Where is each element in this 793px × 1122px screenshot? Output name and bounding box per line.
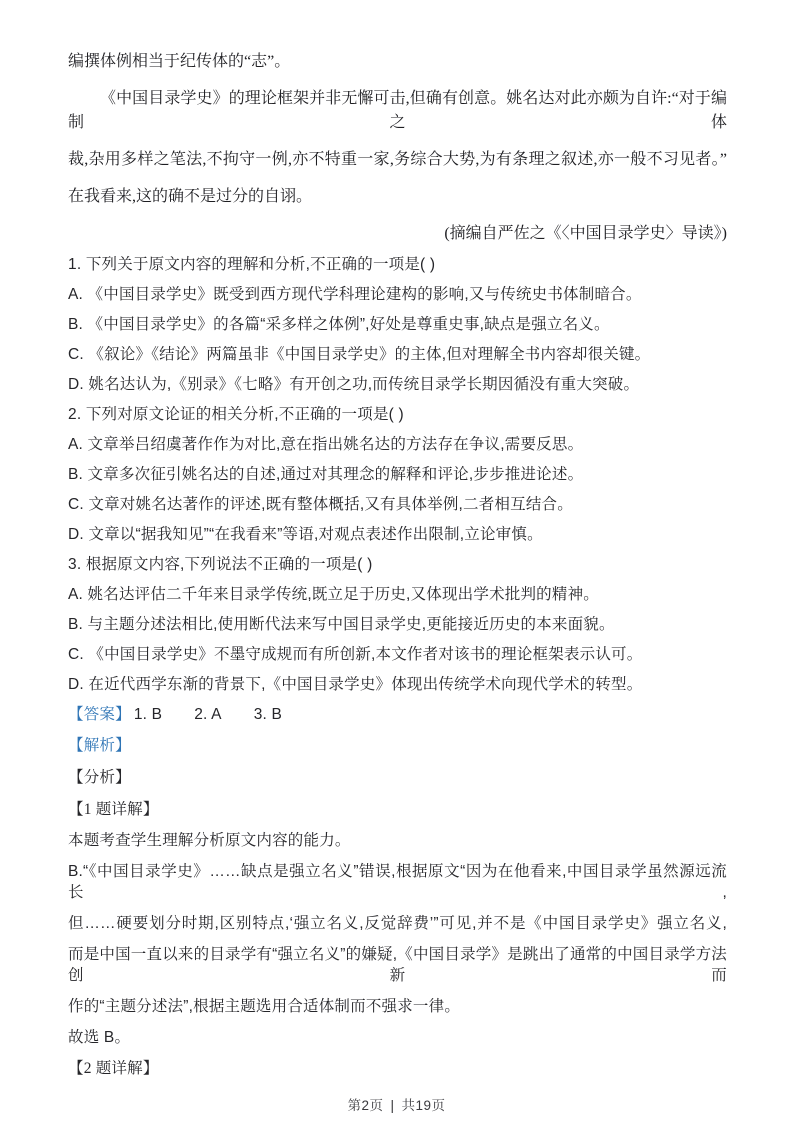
question-1-option-a: A. 《中国目录学史》既受到西方现代学科理论建构的影响,又与传统史书体制暗合。 <box>68 286 642 303</box>
question-3-option-c: C. 《中国目录学史》不墨守成规而有所创新,本文作者对该书的理论框架表示认可。 <box>68 646 643 663</box>
answer-item-3: 3. B <box>253 706 283 723</box>
q1-explain-line: 但……硬要划分时期,区别特点,‘强立名义,反觉辞费’”可见,并不是《中国目录学史》强立名义, <box>68 915 727 932</box>
question-2-option-a: A. 文章举吕绍虞著作作为对比,意在指出姚名达的方法存在争议,需要反思。 <box>68 436 584 453</box>
q1-conclusion: 故选 B。 <box>68 1029 131 1046</box>
answer-item-2: 2. A <box>194 706 222 723</box>
question-2-option-d: D. 文章以“据我知见”“在我看来”等语,对观点表述作出限制,立论审慎。 <box>68 526 543 543</box>
question-1-option-b: B. 《中国目录学史》的各篇“采多样之体例”,好处是尊重史事,缺点是强立名义。 <box>68 316 610 333</box>
question-2-option-c: C. 文章对姚名达著作的评述,既有整体概括,又有具体举例,二者相互结合。 <box>68 496 573 513</box>
question-3-option-d: D. 在近代西学东渐的背景下,《中国目录学史》体现出传统学术向现代学术的转型。 <box>68 676 643 693</box>
answer-row <box>68 704 727 725</box>
footer-total-pages: 共19页 <box>401 1098 446 1113</box>
question-1-option-c: C. 《叙论》《结论》两篇虽非《中国目录学史》的主体,但对理解全书内容却很关键。 <box>68 346 651 363</box>
question-3-option-b: B. 与主题分述法相比,使用断代法来写中国目录学史,更能接近历史的本来面貌。 <box>68 616 615 633</box>
question-block-3 <box>68 554 727 695</box>
passage-line: 裁,杂用多样之笔法,不拘守一例,亦不特重一家,务综合大势,为有条理之叙述,亦一般不习见者。” <box>68 151 727 168</box>
question-3-option-a: A. 姚名达评估二千年来目录学传统,既立足于历史,又体现出学术批判的精神。 <box>68 586 599 603</box>
passage-attribution: (摘编自严佐之《〈中国目录学史〉导读》) <box>444 225 727 242</box>
answer-label: 【答案】 <box>68 706 131 723</box>
passage-section <box>68 50 727 246</box>
question-block-2 <box>68 404 727 545</box>
passage-tail-line: 编撰体例相当于纪传体的“志”。 <box>68 53 291 70</box>
passage-line: 在我看来,这的确不是过分的自诩。 <box>68 188 313 205</box>
q1-explain-line: 作的“主题分述法”,根据主题选用合适体制而不强求一律。 <box>68 998 461 1015</box>
answer-item-1: 1. B <box>133 706 163 723</box>
question-1-detail-header: 【1 题详解】 <box>68 801 159 818</box>
jiexi-label: 【解析】 <box>68 737 131 754</box>
passage-line: 《中国目录学史》的理论框架并非无懈可击,但确有创意。姚名达对此亦颇为自许:“对于编制之体 <box>68 90 727 131</box>
q1-explain-line: 而是中国一直以来的目录学有“强立名义”的嫌疑,《中国目录学》是跳出了通常的中国目录学方法创新而 <box>68 946 727 984</box>
answer-section <box>68 704 727 1079</box>
page-footer <box>0 1094 793 1114</box>
question-2-option-b: B. 文章多次征引姚名达的自述,通过对其理念的解释和评论,步步推进论述。 <box>68 466 584 483</box>
question-2-detail-header: 【2 题详解】 <box>68 1060 159 1077</box>
question-2-stem: 2. 下列对原文论证的相关分析,不正确的一项是( ) <box>68 406 404 423</box>
q1-intro-line: 本题考查学生理解分析原文内容的能力。 <box>68 832 351 849</box>
fenxi-label: 【分析】 <box>68 769 131 786</box>
question-3-stem: 3. 根据原文内容,下列说法不正确的一项是( ) <box>68 556 373 573</box>
question-1-stem: 1. 下列关于原文内容的理解和分析,不正确的一项是( ) <box>68 256 436 273</box>
q1-explain-line: B.“《中国目录学史》……缺点是强立名义”错误,根据原文“因为在他看来,中国目录学虽然源远流长, <box>68 863 727 901</box>
question-block-1 <box>68 254 727 395</box>
footer-separator: | <box>390 1098 395 1113</box>
question-1-option-d: D. 姚名达认为,《别录》《七略》有开创之功,而传统目录学长期因循没有重大突破。 <box>68 376 640 393</box>
footer-page-number: 第2页 <box>347 1098 384 1113</box>
